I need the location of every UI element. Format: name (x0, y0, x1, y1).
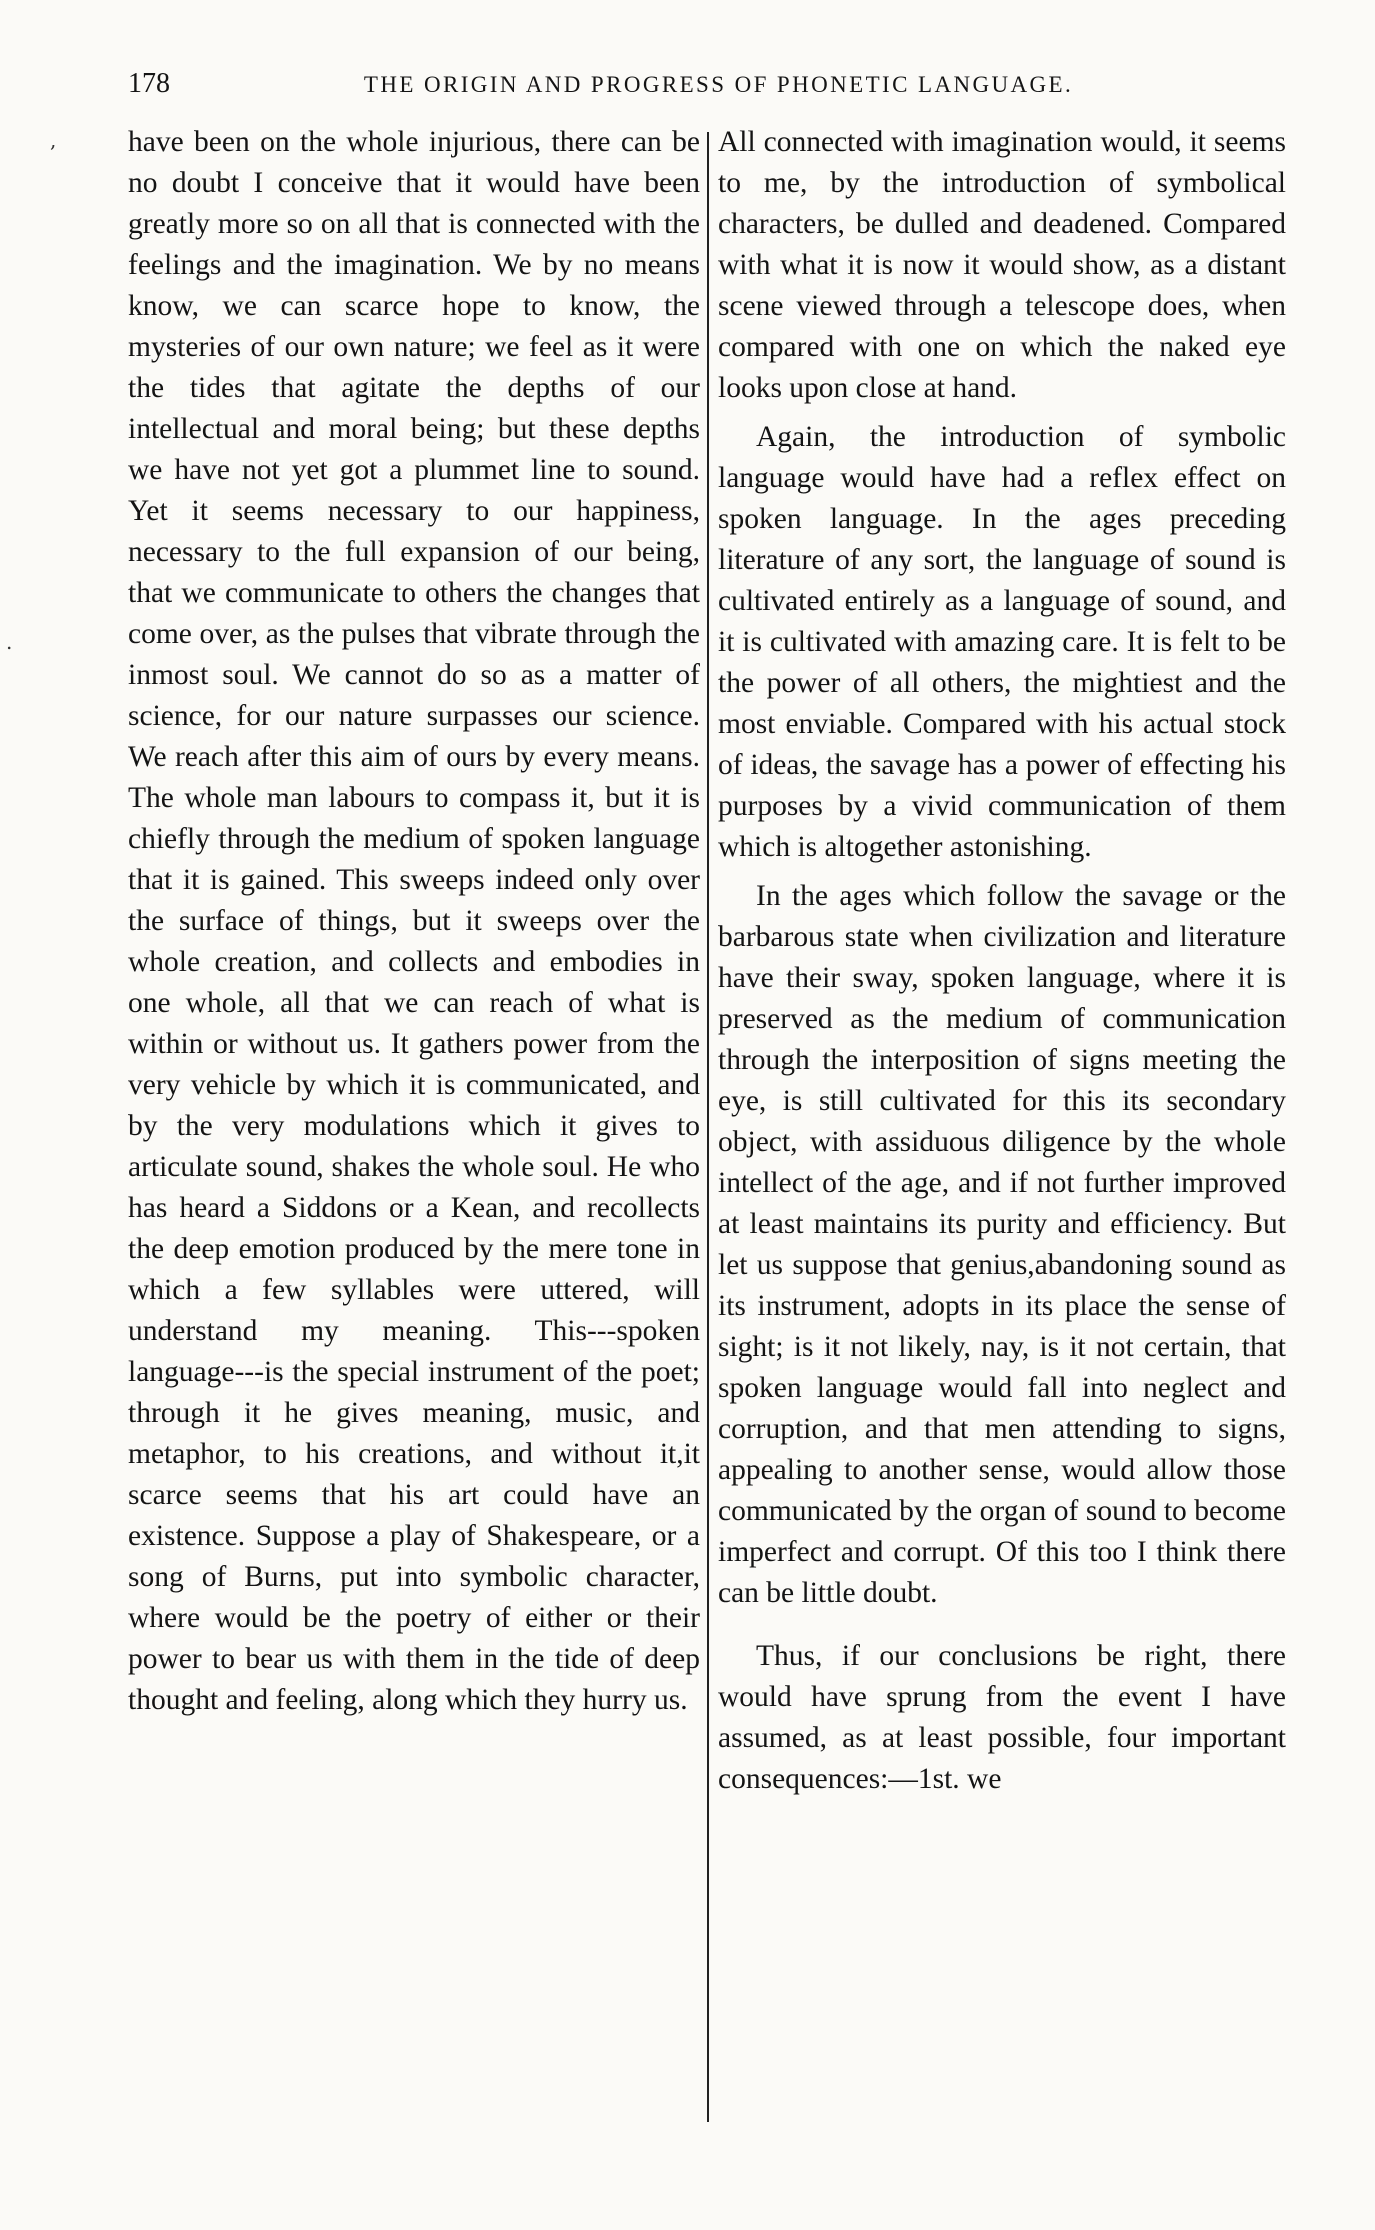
running-title: THE ORIGIN AND PROGRESS OF PHONETIC LANGUAGE. (363, 72, 1074, 97)
paragraph: All connected with imagination would, it seems to me, by the introduction of symbolical characters, be dulled and deadened. Compared with what it is now it would show, as a distant scene viewed through a telescope does, when compared with one on which the naked eye looks upon close at hand. (718, 126, 1286, 404)
page-number: 178 (128, 68, 170, 99)
paragraph: In the ages which follow the savage or the barbarous state when civilization and literature have their sway, spoken language, where it is preserved as the medium of communication through the interposition of signs meeting the eye, is still cultivated for this its secondary object, with assiduous diligence by the whole intellect of the age, and if not further improved at least maintains its purity and efficiency. But let us suppose that genius,abandoning sound as its instrument, adopts in its place the sense of sight; is it not likely, nay, is it not certain, that spoken language would fall into neglect and corruption, and that men attending to signs, appealing to another sense, would allow those communicated by the organ of sound to become imperfect and corrupt. Of this too I think there can be little doubt. (718, 880, 1286, 1609)
paragraph: Again, the introduction of symbolic language would have had a reflex effect on spoken language. In the ages preceding literature of any sort, the language of sound is cultivated entirely as a language of sound, and it is cultivated with amazing care. It is felt to be the power of all others, the mightiest and the most enviable. Compared with his actual stock of ideas, the savage has a power of effecting his purposes by a vivid communication of them which is altogether astonishing. (718, 421, 1286, 863)
margin-mark: . (6, 630, 13, 654)
right-column (718, 122, 1286, 1800)
column-rule (707, 132, 709, 2122)
running-head (128, 68, 1283, 108)
paragraph: Thus, if our conclusions be right, there would have sprung from the event I have assumed, as at least possible, four important consequences:—1st. we (718, 1640, 1286, 1795)
left-column (128, 122, 700, 1721)
margin-mark: , (50, 128, 57, 152)
paragraph: have been on the whole injurious, there can be no doubt I conceive that it would have been greatly more so on all that is connected with the feelings and the imagination. We by no means know, we can scarce hope to know, the mysteries of our own nature; we feel as it were the tides that agitate the depths of our intellectual and moral being; but these depths we have not yet got a plummet line to sound. Yet it seems necessary to our happiness, necessary to the full expansion of our being, that we communicate to others the changes that come over, as the pulses that vibrate through the inmost soul. We cannot do so as a matter of science, for our nature surpasses our science. We reach after this aim of ours by every means. The whole man labours to compass it, but it is chiefly through the medium of spoken language that it is gained. This sweeps indeed only over the surface of things, but it sweeps over the whole creation, and collects and embodies in one whole, all that we can reach of what is within or without us. It gathers power from the very vehicle by which it is communicated, and by the very modulations which it gives to articulate sound, shakes the whole soul. He who has heard a Siddons or a Kean, and recollects the deep emotion produced by the mere tone in which a few syllables were uttered, will understand my meaning. This---spoken language---is the special instrument of the poet; through it he gives meaning, music, and metaphor, to his creations, and without it,it scarce seems that his art could have an existence. Suppose a play of Shakespeare, or a song of Burns, put into symbolic character, where would be the poetry of either or their power to bear us with them in the tide of deep thought and feeling, along which they hurry us. (128, 126, 700, 1716)
